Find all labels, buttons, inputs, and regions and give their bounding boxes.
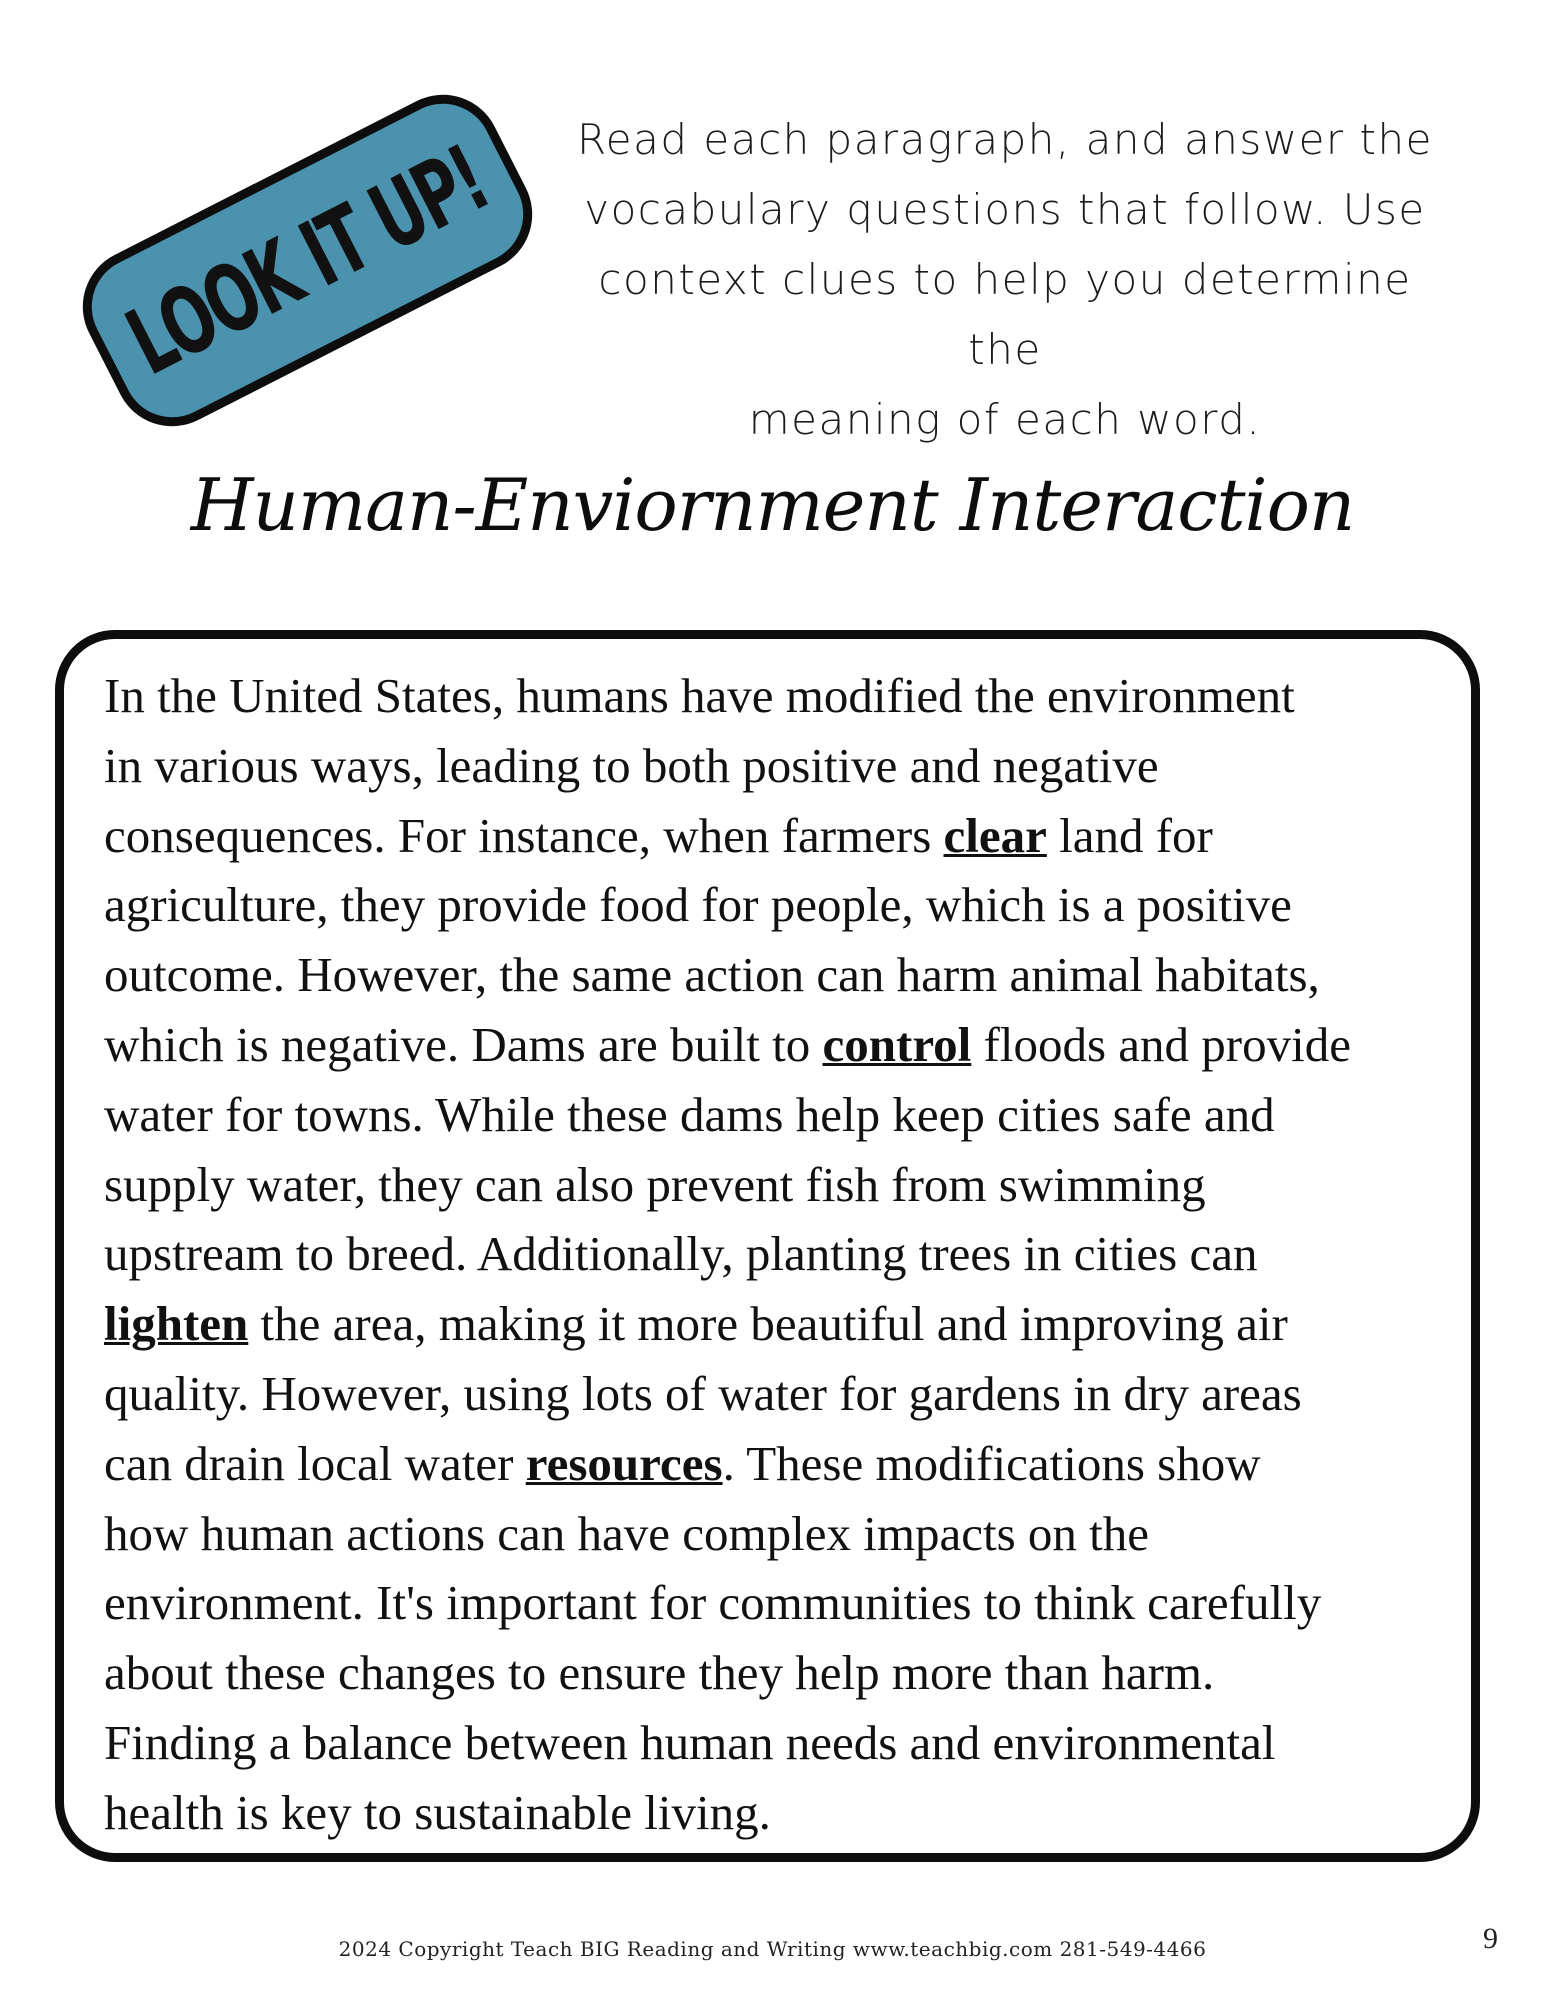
passage-text-segment: how human actions can have complex impacts on the — [104, 1505, 1150, 1561]
passage-text-segment: upstream to breed. Additionally, planting trees in cities can — [104, 1226, 1258, 1282]
vocab-word-control: control — [822, 1016, 972, 1072]
passage-text-segment: consequences. For instance, when farmers — [104, 807, 944, 863]
passage-line — [104, 1638, 1474, 1708]
passage-text-segment: water for towns. While these dams help keep cities safe and — [104, 1086, 1275, 1142]
passage-line — [104, 1289, 1474, 1359]
passage-line — [104, 1499, 1474, 1569]
passage-text-segment: outcome. However, the same action can harm animal habitats, — [104, 947, 1320, 1003]
passage-text — [104, 661, 1474, 1848]
passage-text-segment: about these changes to ensure they help more than harm. — [104, 1645, 1215, 1701]
passage-line — [104, 1080, 1474, 1150]
passage-text-segment: health is key to sustainable living. — [104, 1784, 771, 1840]
passage-text-segment: in various ways, leading to both positive and negative — [104, 737, 1159, 793]
passage-text-segment: environment. It's important for communities to think carefully — [104, 1575, 1322, 1631]
badge-label: LOOK IT UP! — [111, 125, 504, 396]
passage-line — [104, 940, 1474, 1010]
passage-line — [104, 1010, 1474, 1080]
passage-text-segment: can drain local water — [104, 1435, 526, 1491]
passage-text-segment: quality. However, using lots of water for gardens in dry areas — [104, 1365, 1302, 1421]
passage-text-segment: supply water, they can also prevent fish from swimming — [104, 1156, 1206, 1212]
copyright-footer: 2024 Copyright Teach BIG Reading and Writing www.teachbig.com 281-549-4466 — [338, 1937, 1207, 1961]
passage-text-segment: floods and provide — [971, 1016, 1351, 1072]
passage-text-segment: . These modifications show — [722, 1435, 1261, 1491]
passage-line — [104, 801, 1474, 871]
passage-text-segment: which is negative. Dams are built to — [104, 1016, 823, 1072]
passage-line — [104, 1150, 1474, 1220]
passage-line — [104, 661, 1474, 731]
passage-line — [104, 1708, 1474, 1778]
passage-line — [104, 731, 1474, 801]
passage-line — [104, 1568, 1474, 1638]
passage-line — [104, 870, 1474, 940]
instructions-line: vocabulary questions that follow. Use — [584, 185, 1426, 234]
passage-text-segment: agriculture, they provide food for people, which is a positive — [104, 877, 1292, 933]
passage-box — [55, 630, 1480, 1862]
instructions — [565, 105, 1445, 455]
passage-line — [104, 1778, 1474, 1848]
passage-line — [104, 1429, 1474, 1499]
page-title: Human-Enviornment Interaction — [190, 463, 1355, 547]
vocab-word-resources: resources — [525, 1435, 723, 1491]
instructions-line: Read each paragraph, and answer the — [577, 115, 1433, 164]
passage-line — [104, 1219, 1474, 1289]
page-number: 9 — [1483, 1922, 1498, 1955]
passage-text-segment: the area, making it more beautiful and improving air — [248, 1296, 1288, 1352]
passage-text-segment: land for — [1046, 807, 1213, 863]
passage-line — [104, 1359, 1474, 1429]
passage-text-segment: Finding a balance between human needs and environmental — [104, 1714, 1276, 1770]
instructions-line: context clues to help you determine the — [598, 255, 1412, 374]
instructions-line: meaning of each word. — [748, 395, 1262, 444]
passage-text-segment: In the United States, humans have modified the environment — [104, 668, 1295, 723]
vocab-word-clear: clear — [943, 807, 1047, 863]
vocab-word-lighten: lighten — [104, 1296, 249, 1352]
look-it-up-badge — [63, 75, 552, 446]
